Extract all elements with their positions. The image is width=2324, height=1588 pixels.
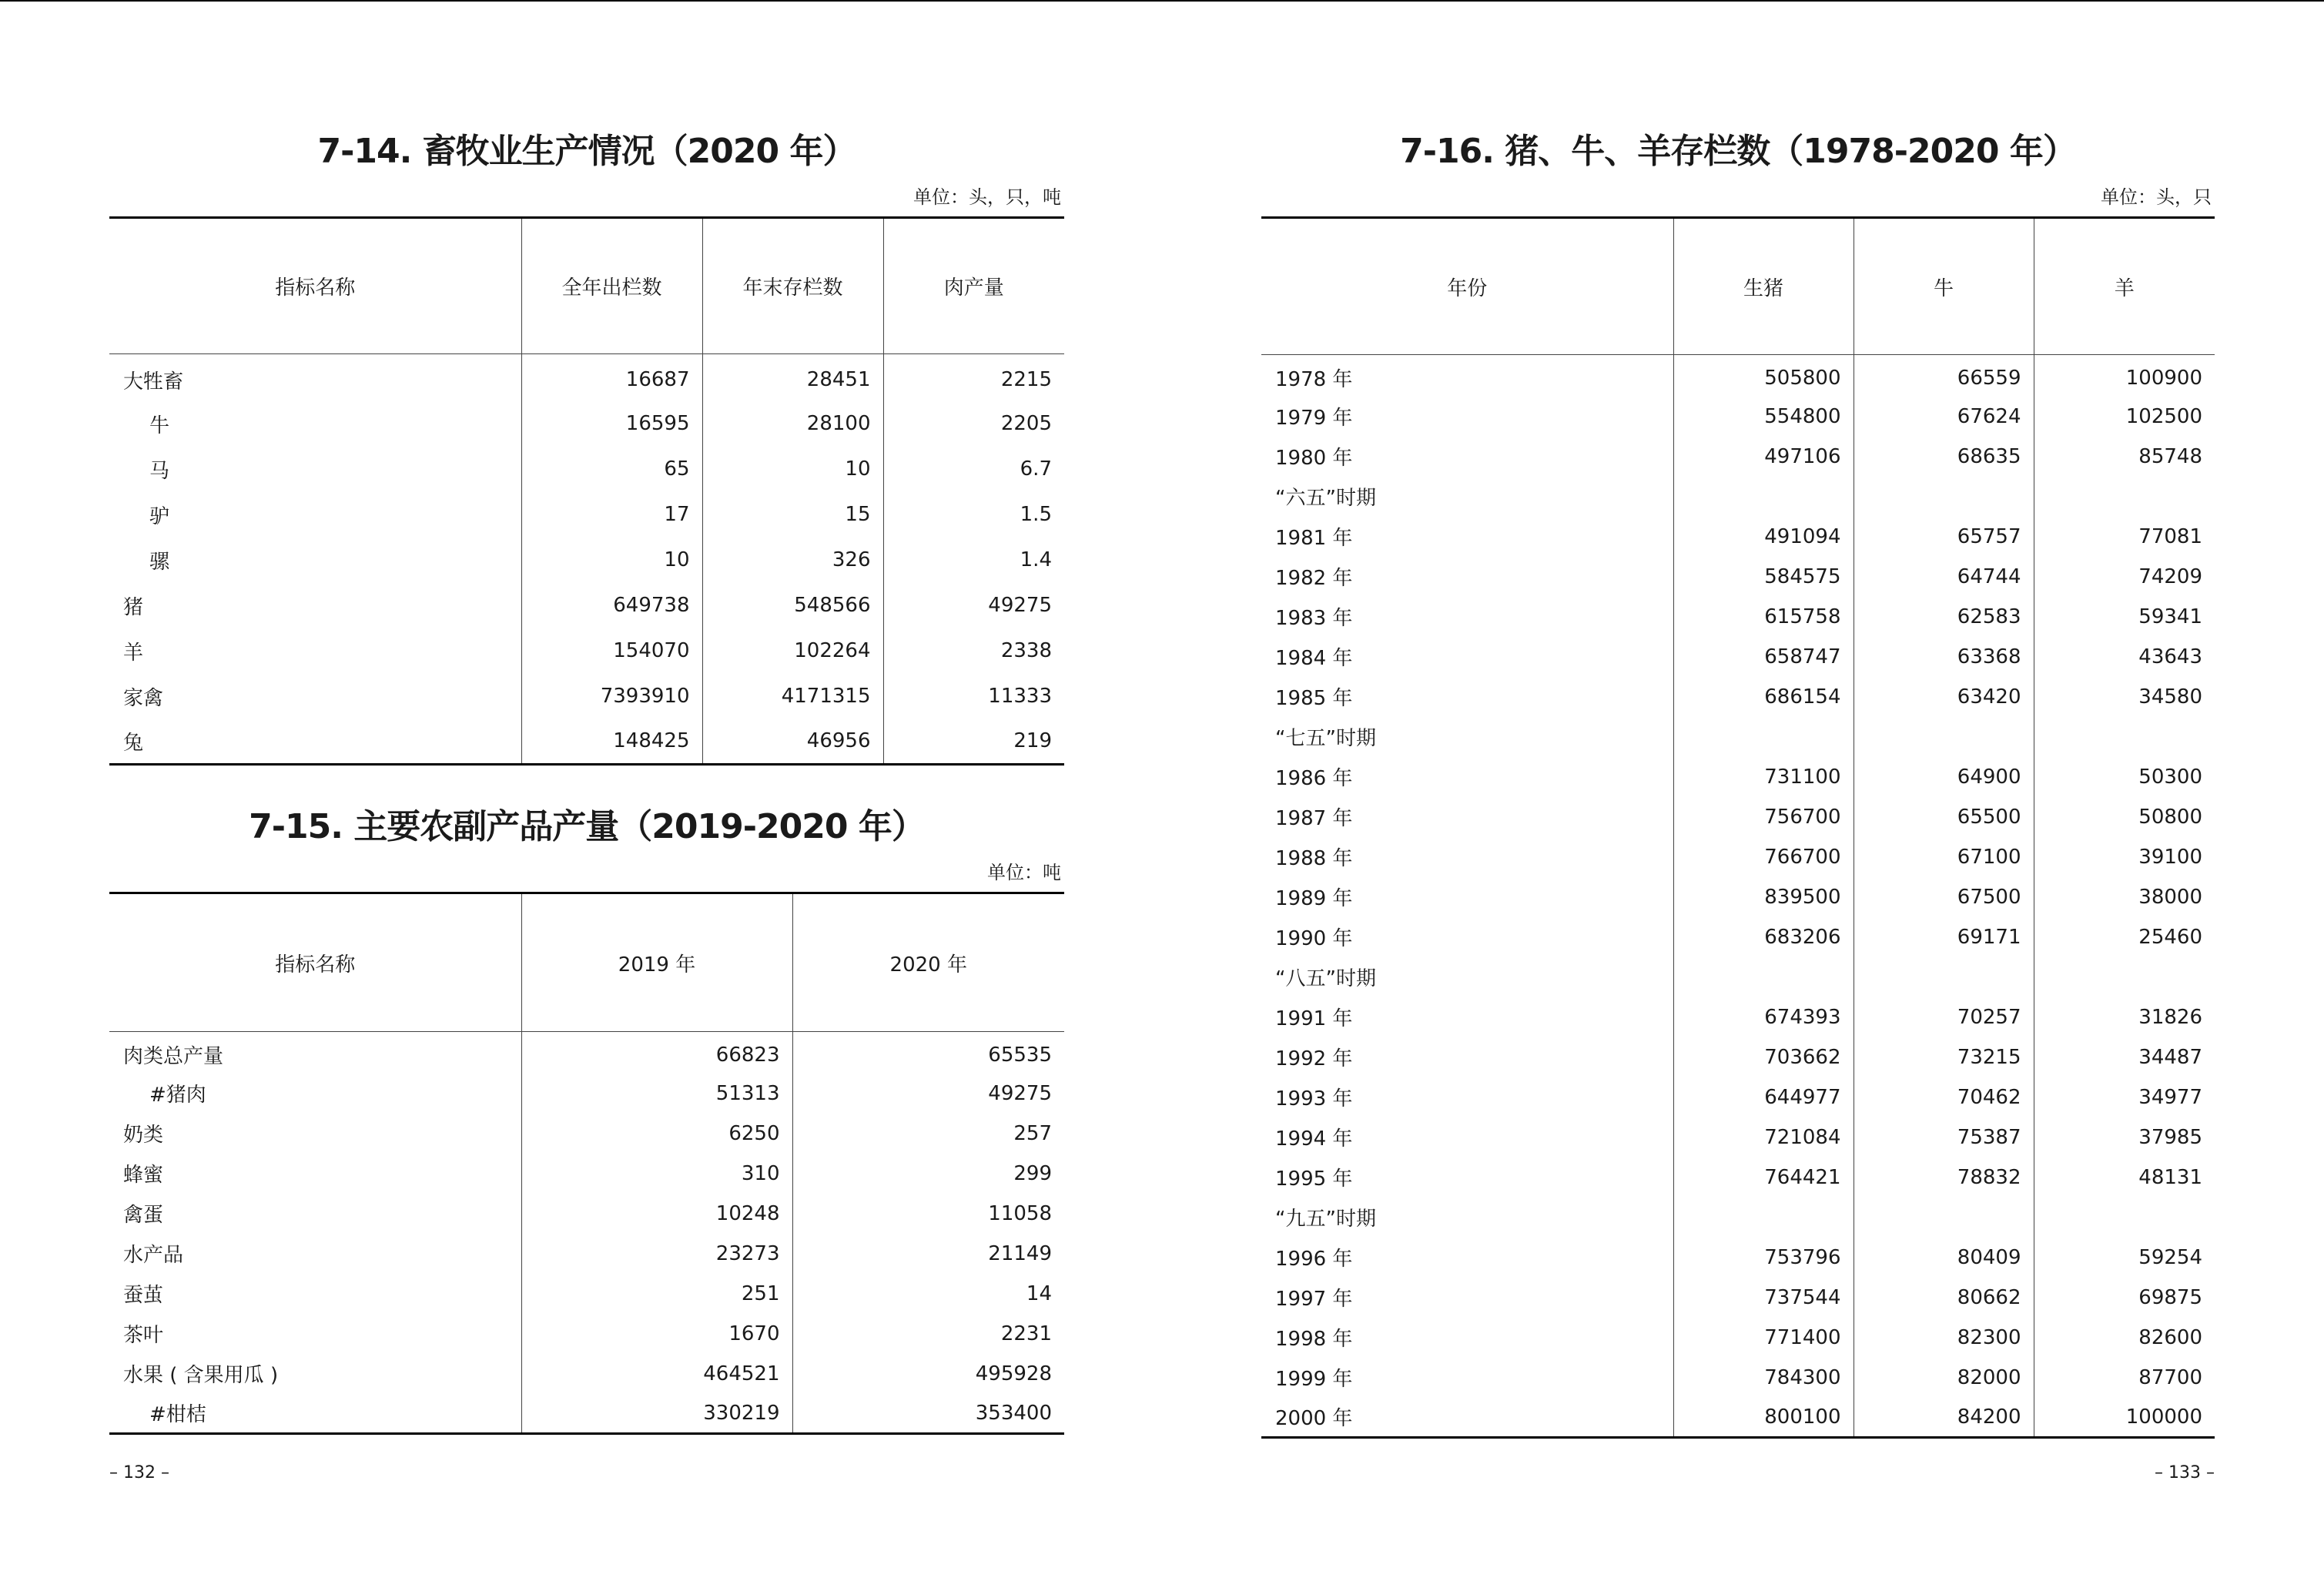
- table-7-14: [109, 216, 1064, 766]
- cell-value: 21149: [792, 1234, 1064, 1274]
- cell-value: 37985: [2034, 1117, 2215, 1157]
- top-border: [0, 0, 2324, 2]
- cell-value: 67500: [1854, 877, 2034, 917]
- cell-value: 77081: [2034, 517, 2215, 557]
- cell-value: 737544: [1673, 1278, 1854, 1318]
- row-label: #柑桔: [109, 1394, 521, 1434]
- cell-value: 43643: [2034, 637, 2215, 677]
- cell-value: 753796: [1673, 1238, 1854, 1278]
- cell-value: 10248: [521, 1194, 792, 1234]
- cell-value: 839500: [1673, 877, 1854, 917]
- row-label: 水果 ( 含果用瓜 ): [123, 1364, 279, 1387]
- cell-value: 59254: [2034, 1238, 2215, 1278]
- cell-value: 74209: [2034, 557, 2215, 597]
- table-row: [109, 1032, 1064, 1074]
- row-label: 1993 年: [1275, 1087, 1353, 1111]
- table-row: [1261, 1037, 2215, 1077]
- row-label: 1990 年: [1275, 927, 1353, 950]
- cell-value: 65500: [1854, 797, 2034, 837]
- cell-value: 14: [792, 1274, 1064, 1314]
- cell-value: 17: [521, 492, 702, 538]
- table-row: [1261, 797, 2215, 837]
- cell-value: 10: [702, 447, 883, 492]
- cell-value: 73215: [1854, 1037, 2034, 1077]
- cell-value: [2034, 477, 2215, 517]
- row-label: 1991 年: [1275, 1007, 1353, 1030]
- cell-value: 80409: [1854, 1238, 2034, 1278]
- cell-value: 63368: [1854, 637, 2034, 677]
- cell-value: 25460: [2034, 917, 2215, 957]
- cell-value: 64900: [1854, 757, 2034, 797]
- cell-value: 495928: [792, 1354, 1064, 1394]
- cell-value: 2205: [883, 401, 1064, 447]
- table-row: [109, 583, 1064, 628]
- cell-value: 15: [702, 492, 883, 538]
- table-row: [1261, 597, 2215, 637]
- row-label: 蜂蜜: [123, 1164, 164, 1187]
- table-7-15: [109, 892, 1064, 1435]
- cell-value: 658747: [1673, 637, 1854, 677]
- cell-value: 84200: [1854, 1398, 2034, 1438]
- table-row: [1261, 355, 2215, 397]
- header-year: 年份: [1261, 218, 1673, 355]
- row-label: 1989 年: [1275, 887, 1353, 910]
- table-row: [1261, 1238, 2215, 1278]
- cell-value: 154070: [521, 628, 702, 674]
- cell-value: 66823: [521, 1032, 792, 1074]
- row-label: 奶类: [123, 1124, 164, 1147]
- table-7-14-body: [109, 354, 1064, 765]
- cell-value: 62583: [1854, 597, 2034, 637]
- cell-value: 771400: [1673, 1318, 1854, 1358]
- cell-value: 2215: [883, 354, 1064, 401]
- cell-value: 75387: [1854, 1117, 2034, 1157]
- row-label: 禽蛋: [123, 1204, 164, 1227]
- cell-value: 85748: [2034, 437, 2215, 477]
- row-label: 兔: [109, 719, 521, 765]
- table-row: [1261, 717, 2215, 757]
- cell-value: 31826: [2034, 997, 2215, 1037]
- cell-value: 50300: [2034, 757, 2215, 797]
- cell-value: 49275: [792, 1074, 1064, 1114]
- table-row: [109, 628, 1064, 674]
- cell-value: 148425: [521, 719, 702, 765]
- cell-value: [1673, 1198, 1854, 1238]
- page-number-left: – 132 –: [109, 1463, 169, 1482]
- table-row: [109, 1274, 1064, 1314]
- cell-value: 39100: [2034, 837, 2215, 877]
- table-7-15-header-row: [109, 893, 1064, 1032]
- row-label: 1982 年: [1275, 567, 1353, 590]
- row-label: 驴: [149, 504, 170, 528]
- cell-value: [1854, 477, 2034, 517]
- row-label: 牛: [149, 414, 170, 437]
- table-row: [109, 354, 1064, 401]
- cell-value: 82600: [2034, 1318, 2215, 1358]
- header-indicator-name: 指标名称: [109, 893, 521, 1032]
- header-annual-slaughter: 全年出栏数: [521, 218, 702, 354]
- table-row: [1261, 837, 2215, 877]
- table-row: [109, 538, 1064, 583]
- cell-value: 4171315: [702, 674, 883, 719]
- cell-value: 584575: [1673, 557, 1854, 597]
- cell-value: 28451: [702, 354, 883, 401]
- cell-value: [1854, 957, 2034, 997]
- table-row: [109, 674, 1064, 719]
- cell-value: 100900: [2034, 355, 2215, 397]
- row-label: 大牲畜: [123, 370, 184, 394]
- row-label: 1987 年: [1275, 807, 1353, 830]
- header-2020: 2020 年: [792, 893, 1064, 1032]
- cell-value: 554800: [1673, 397, 1854, 437]
- cell-value: 70257: [1854, 997, 2034, 1037]
- cell-value: 674393: [1673, 997, 1854, 1037]
- cell-value: 6.7: [883, 447, 1064, 492]
- header-cattle: 牛: [1854, 218, 2034, 355]
- row-label: 1983 年: [1275, 607, 1353, 630]
- row-label: “七五”时期: [1275, 727, 1376, 750]
- table-row: [109, 1114, 1064, 1154]
- cell-value: 23273: [521, 1234, 792, 1274]
- table-row: [109, 1154, 1064, 1194]
- header-year-end-stock: 年末存栏数: [702, 218, 883, 354]
- cell-value: 703662: [1673, 1037, 1854, 1077]
- cell-value: 34487: [2034, 1037, 2215, 1077]
- cell-value: 7393910: [521, 674, 702, 719]
- page-number-right: – 133 –: [2155, 1463, 2215, 1482]
- cell-value: 67100: [1854, 837, 2034, 877]
- table-7-15-unit: 单位：吨: [987, 862, 1061, 883]
- cell-value: 66559: [1854, 355, 2034, 397]
- table-7-15-body: [109, 1032, 1064, 1434]
- cell-value: 731100: [1673, 757, 1854, 797]
- row-label: 1981 年: [1275, 527, 1353, 550]
- row-label: 1992 年: [1275, 1047, 1353, 1070]
- cell-value: 64744: [1854, 557, 2034, 597]
- cell-value: 615758: [1673, 597, 1854, 637]
- cell-value: 1.4: [883, 538, 1064, 583]
- table-row: [1261, 1198, 2215, 1238]
- row-label: #猪肉: [149, 1084, 206, 1107]
- table-row: [1261, 477, 2215, 517]
- header-indicator-name: 指标名称: [109, 218, 521, 354]
- table-row: [109, 401, 1064, 447]
- cell-value: 65: [521, 447, 702, 492]
- table-row: [109, 1074, 1064, 1114]
- cell-value: 353400: [792, 1394, 1064, 1434]
- cell-value: 2338: [883, 628, 1064, 674]
- cell-value: 50800: [2034, 797, 2215, 837]
- table-row: [1261, 997, 2215, 1037]
- table-row: [1261, 757, 2215, 797]
- row-label: 1994 年: [1275, 1127, 1353, 1151]
- cell-value: 65535: [792, 1032, 1064, 1074]
- row-label: 1999 年: [1275, 1368, 1353, 1391]
- cell-value: 330219: [521, 1394, 792, 1434]
- table-row: [109, 447, 1064, 492]
- row-label: 骡: [149, 550, 170, 574]
- cell-value: 67624: [1854, 397, 2034, 437]
- cell-value: [1673, 957, 1854, 997]
- row-label: 1988 年: [1275, 847, 1353, 870]
- cell-value: 38000: [2034, 877, 2215, 917]
- row-label: 1979 年: [1275, 407, 1353, 430]
- cell-value: 257: [792, 1114, 1064, 1154]
- table-row: [109, 719, 1064, 765]
- cell-value: 683206: [1673, 917, 1854, 957]
- table-row: [1261, 637, 2215, 677]
- cell-value: 464521: [521, 1354, 792, 1394]
- row-label: 2000 年: [1261, 1398, 1673, 1438]
- cell-value: 548566: [702, 583, 883, 628]
- cell-value: 68635: [1854, 437, 2034, 477]
- cell-value: 70462: [1854, 1077, 2034, 1117]
- table-7-16: [1261, 216, 2215, 1439]
- table-7-16-header-row: [1261, 218, 2215, 355]
- table-row: [1261, 1157, 2215, 1198]
- table-row: [1261, 877, 2215, 917]
- cell-value: 326: [702, 538, 883, 583]
- cell-value: 34580: [2034, 677, 2215, 717]
- table-row: [1261, 917, 2215, 957]
- cell-value: 16687: [521, 354, 702, 401]
- cell-value: 82000: [1854, 1358, 2034, 1398]
- cell-value: 299: [792, 1154, 1064, 1194]
- row-label: “九五”时期: [1275, 1208, 1376, 1231]
- table-7-16-unit: 单位：头，只: [2101, 186, 2212, 208]
- cell-value: 63420: [1854, 677, 2034, 717]
- cell-value: 505800: [1673, 355, 1854, 397]
- cell-value: 28100: [702, 401, 883, 447]
- table-row: [1261, 397, 2215, 437]
- cell-value: 51313: [521, 1074, 792, 1114]
- row-label: 蚕茧: [123, 1284, 164, 1307]
- table-row: [109, 1354, 1064, 1394]
- cell-value: 491094: [1673, 517, 1854, 557]
- cell-value: 100000: [2034, 1398, 2215, 1438]
- table-7-16-title: 7-16. 猪、牛、羊存栏数（1978-2020 年）: [1400, 132, 2076, 171]
- cell-value: 48131: [2034, 1157, 2215, 1198]
- row-label: 肉类总产量: [123, 1045, 224, 1069]
- cell-value: 69171: [1854, 917, 2034, 957]
- row-label: 1995 年: [1275, 1168, 1353, 1191]
- table-row: [109, 492, 1064, 538]
- cell-value: [2034, 957, 2215, 997]
- row-label: 1978 年: [1275, 368, 1353, 392]
- cell-value: 6250: [521, 1114, 792, 1154]
- cell-value: 251: [521, 1274, 792, 1314]
- cell-value: [2034, 1198, 2215, 1238]
- cell-value: 766700: [1673, 837, 1854, 877]
- table-row: [1261, 1358, 2215, 1398]
- row-label: 1996 年: [1275, 1248, 1353, 1271]
- table-7-14-title: 7-14. 畜牧业生产情况（2020 年）: [317, 132, 856, 171]
- cell-value: 69875: [2034, 1278, 2215, 1318]
- row-label: 1984 年: [1275, 647, 1353, 670]
- cell-value: [2034, 717, 2215, 757]
- table-row: [1261, 1117, 2215, 1157]
- cell-value: 784300: [1673, 1358, 1854, 1398]
- cell-value: 102264: [702, 628, 883, 674]
- cell-value: 686154: [1673, 677, 1854, 717]
- table-row: [1261, 677, 2215, 717]
- table-row: [1261, 1278, 2215, 1318]
- row-label: 羊: [123, 641, 144, 665]
- cell-value: [1854, 1198, 2034, 1238]
- cell-value: 49275: [883, 583, 1064, 628]
- cell-value: 59341: [2034, 597, 2215, 637]
- row-label: 猪: [123, 595, 144, 619]
- cell-value: [1673, 477, 1854, 517]
- table-row: [1261, 1318, 2215, 1358]
- table-row: [1261, 1077, 2215, 1117]
- cell-value: 87700: [2034, 1358, 2215, 1398]
- cell-value: 721084: [1673, 1117, 1854, 1157]
- cell-value: 497106: [1673, 437, 1854, 477]
- table-row: [109, 1194, 1064, 1234]
- row-label: “六五”时期: [1275, 487, 1376, 510]
- row-label: “八五”时期: [1275, 967, 1376, 990]
- cell-value: 649738: [521, 583, 702, 628]
- table-7-14-header-row: [109, 218, 1064, 354]
- header-sheep: 羊: [2034, 218, 2215, 355]
- cell-value: 800100: [1673, 1398, 1854, 1438]
- table-row: [1261, 1398, 2215, 1438]
- table-row: [1261, 437, 2215, 477]
- header-2019: 2019 年: [521, 893, 792, 1032]
- table-7-15-title: 7-15. 主要农副产品产量（2019-2020 年）: [249, 807, 925, 846]
- cell-value: 46956: [702, 719, 883, 765]
- table-row: [109, 1394, 1064, 1434]
- cell-value: 2231: [792, 1314, 1064, 1354]
- cell-value: 756700: [1673, 797, 1854, 837]
- table-row: [1261, 557, 2215, 597]
- row-label: 1998 年: [1275, 1328, 1353, 1351]
- cell-value: 11058: [792, 1194, 1064, 1234]
- cell-value: 82300: [1854, 1318, 2034, 1358]
- cell-value: 644977: [1673, 1077, 1854, 1117]
- cell-value: 102500: [2034, 397, 2215, 437]
- cell-value: 16595: [521, 401, 702, 447]
- cell-value: 10: [521, 538, 702, 583]
- cell-value: 764421: [1673, 1157, 1854, 1198]
- table-row: [1261, 517, 2215, 557]
- table-row: [109, 1234, 1064, 1274]
- row-label: 1986 年: [1275, 767, 1353, 790]
- cell-value: 219: [883, 719, 1064, 765]
- cell-value: 11333: [883, 674, 1064, 719]
- header-live-pigs: 生猪: [1673, 218, 1854, 355]
- cell-value: 80662: [1854, 1278, 2034, 1318]
- cell-value: [1854, 717, 2034, 757]
- cell-value: 78832: [1854, 1157, 2034, 1198]
- row-label: 1980 年: [1275, 447, 1353, 470]
- row-label: 家禽: [123, 686, 164, 710]
- table-7-16-body: [1261, 355, 2215, 1438]
- row-label: 1985 年: [1275, 687, 1353, 710]
- row-label: 茶叶: [123, 1324, 164, 1347]
- table-row: [1261, 957, 2215, 997]
- row-label: 1997 年: [1275, 1288, 1353, 1311]
- cell-value: 1670: [521, 1314, 792, 1354]
- header-meat-output: 肉产量: [883, 218, 1064, 354]
- cell-value: 1.5: [883, 492, 1064, 538]
- cell-value: 310: [521, 1154, 792, 1194]
- row-label: 水产品: [123, 1244, 184, 1267]
- table-row: [109, 1314, 1064, 1354]
- cell-value: [1673, 717, 1854, 757]
- cell-value: 65757: [1854, 517, 2034, 557]
- row-label: 马: [149, 459, 170, 483]
- table-7-14-unit: 单位：头，只，吨: [913, 186, 1061, 208]
- cell-value: 34977: [2034, 1077, 2215, 1117]
